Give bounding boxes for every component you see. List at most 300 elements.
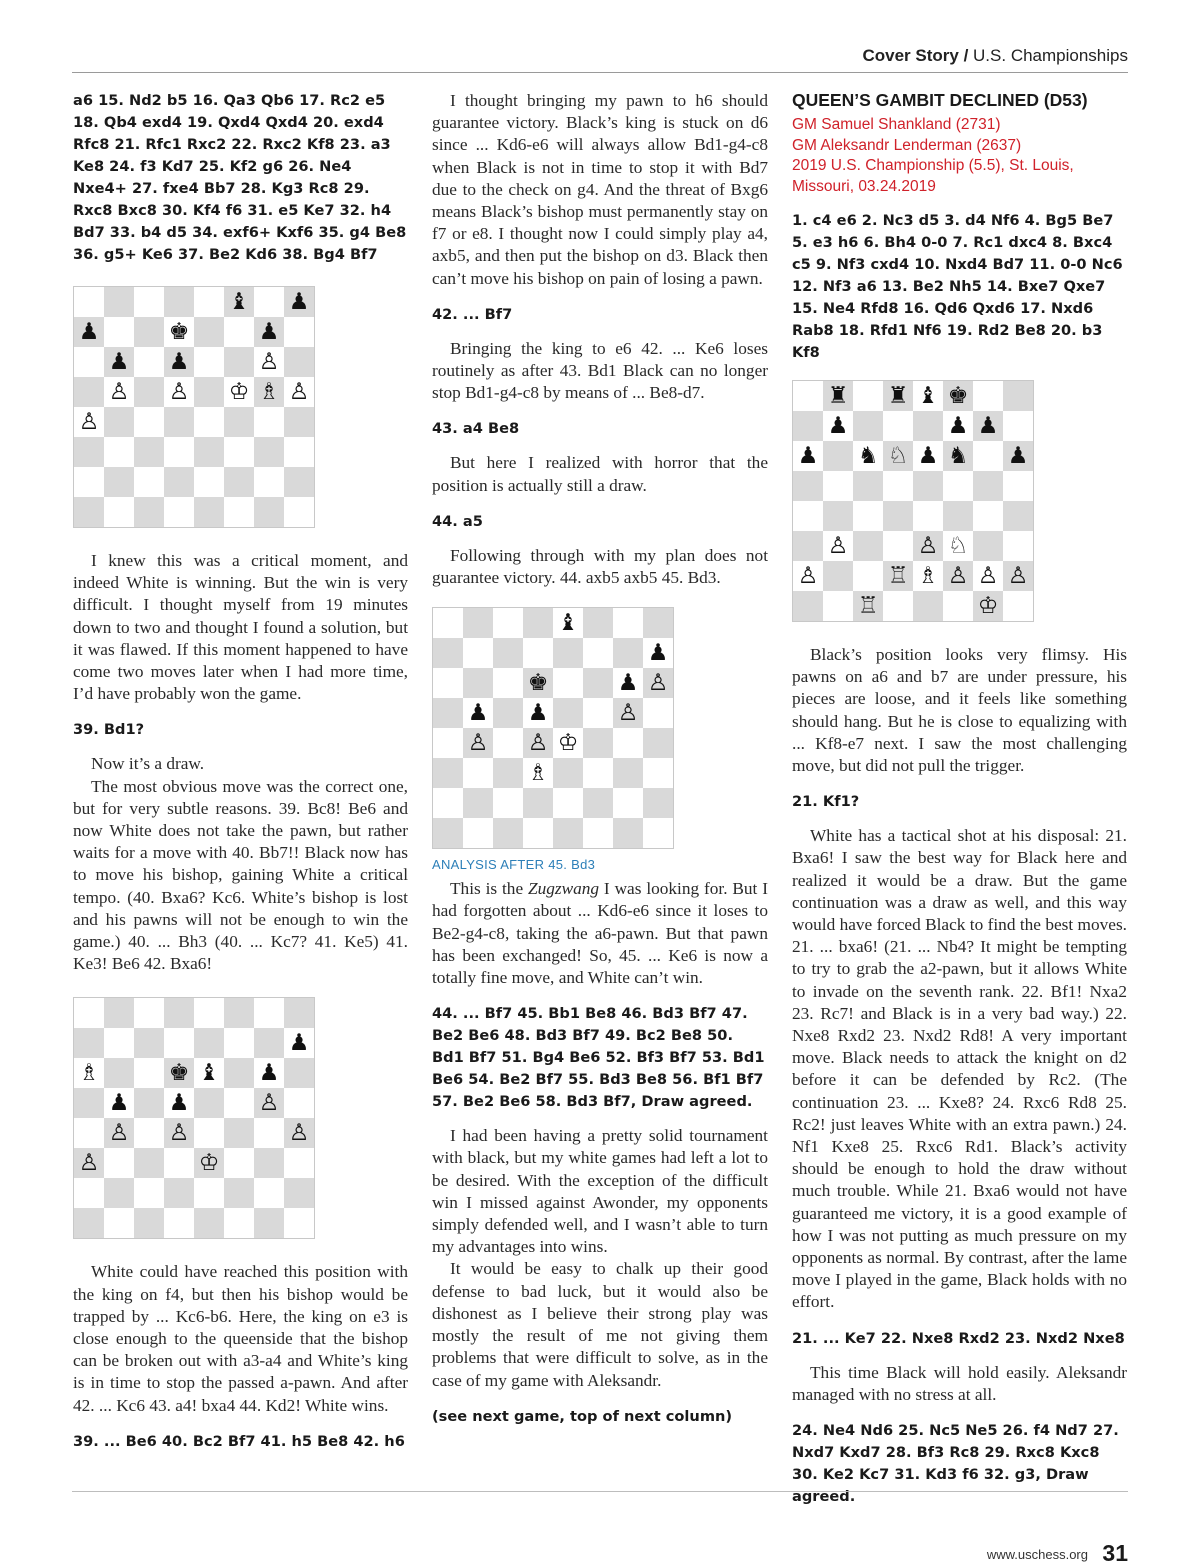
board-square xyxy=(583,668,613,698)
board-square xyxy=(973,531,1003,561)
white-pawn-icon: ♙ xyxy=(467,730,489,757)
white-pawn-icon: ♙ xyxy=(647,670,669,697)
board-square xyxy=(74,1208,104,1238)
board-square xyxy=(104,437,134,467)
board-square xyxy=(254,467,284,497)
black-pawn-icon: ♟ xyxy=(467,700,489,727)
board-square xyxy=(74,287,104,317)
board-square xyxy=(224,1148,254,1178)
board-square xyxy=(74,998,104,1028)
board-square xyxy=(853,471,883,501)
black-pawn-icon: ♟ xyxy=(797,443,819,469)
board-square xyxy=(793,471,823,501)
board-square xyxy=(793,381,823,411)
column-3 xyxy=(792,90,1127,1520)
black-pawn-icon: ♟ xyxy=(527,700,549,727)
game-moves: 44. ... Bf7 45. Bb1 Be8 46. Bd3 Bf7 47. Be2 Be6 48. Bd3 Bf7 49. Bc2 Be8 50. Bd1 Bf7 51. Bg4 Be6 52. Bf3 Bf7 53. Bd1 Be6 54. Be2 Bf7 55. Bd3 Be8 56. Bf1 Bf7 57. Be2 Be6 58. Bd3 Bf7, Draw agreed. xyxy=(432,1005,765,1111)
board-square xyxy=(853,501,883,531)
board-square xyxy=(224,1118,254,1148)
board-square xyxy=(883,531,913,561)
board-square xyxy=(973,471,1003,501)
board-square xyxy=(284,998,314,1028)
board-square xyxy=(284,407,314,437)
game-moves: 24. Ne4 Nd6 25. Nc5 Ne5 26. f4 Nd7 27. Nxd7 Kxd7 28. Bf3 Rc8 29. Rxc8 Kxc8 30. Ke2 Kc7 31. Kd3 f6 32. g3, Draw agreed. xyxy=(792,1422,1119,1506)
board-square xyxy=(194,317,224,347)
board-square xyxy=(164,1208,194,1238)
board-square xyxy=(643,788,673,818)
board-square xyxy=(134,317,164,347)
board-square xyxy=(643,608,673,638)
board-square xyxy=(973,501,1003,531)
board-square xyxy=(194,347,224,377)
board-square xyxy=(134,347,164,377)
board-square xyxy=(284,1208,314,1238)
board-square xyxy=(433,728,463,758)
board-square xyxy=(194,1208,224,1238)
white-pawn-icon: ♙ xyxy=(917,533,939,559)
board-square xyxy=(553,758,583,788)
board-square xyxy=(613,638,643,668)
white-pawn-icon: ♙ xyxy=(78,409,100,435)
board-square xyxy=(284,1088,314,1118)
board-square xyxy=(523,608,553,638)
white-pawn-icon: ♙ xyxy=(947,563,969,589)
white-pawn-icon: ♙ xyxy=(527,730,549,757)
board-square xyxy=(254,287,284,317)
header-section: Cover Story xyxy=(862,46,959,65)
board-square xyxy=(1003,411,1033,441)
board-square xyxy=(913,411,943,441)
board-square xyxy=(793,591,823,621)
board-square xyxy=(74,497,104,527)
board-square xyxy=(224,317,254,347)
board-square xyxy=(883,471,913,501)
board-square xyxy=(194,1028,224,1058)
board-square xyxy=(224,1178,254,1208)
board-square xyxy=(134,1178,164,1208)
board-square xyxy=(224,1088,254,1118)
board-square xyxy=(883,501,913,531)
event-info: 2019 U.S. Championship (5.5), St. Louis, Missouri, 03.24.2019 xyxy=(792,157,1074,195)
board-square xyxy=(254,1028,284,1058)
white-pawn-icon: ♙ xyxy=(258,349,280,375)
black-rook-icon: ♜ xyxy=(887,383,909,409)
board-square xyxy=(224,347,254,377)
board-square xyxy=(134,407,164,437)
black-pawn-icon: ♟ xyxy=(827,413,849,439)
board-square xyxy=(134,467,164,497)
white-pawn-icon: ♙ xyxy=(168,1120,190,1147)
board-square xyxy=(134,377,164,407)
board-square xyxy=(164,407,194,437)
board-square xyxy=(104,1058,134,1088)
board-square xyxy=(613,818,643,848)
white-pawn-icon: ♙ xyxy=(797,563,819,589)
continuation-note: (see next game, top of next column) xyxy=(432,1407,733,1425)
board-square xyxy=(134,1208,164,1238)
black-pawn-icon: ♟ xyxy=(947,413,969,439)
position-after-42-bxa6 xyxy=(73,997,315,1239)
board-square xyxy=(583,818,613,848)
board-square xyxy=(943,471,973,501)
board-square xyxy=(254,437,284,467)
paragraph: I thought bringing my pawn to h6 should guarantee victory. Black’s king is stuck on d6 since ... Kd6-e6 will always allow Bd1-g4-c8 when Black is not in time to stop it with Bd7 due to the check on g4. And the threat of Bxg6 means Black’s bishop must permanently stay on f7 or e8. I thought now I could simply play a4, axb5, and then put the bishop on d3. Black then can’t move his bishop on pain of losing a pawn. xyxy=(432,91,768,288)
board-square xyxy=(523,638,553,668)
board-square xyxy=(493,608,523,638)
white-pawn-icon: ♙ xyxy=(78,1150,100,1177)
black-bishop-icon: ♝ xyxy=(198,1060,220,1087)
board-square xyxy=(853,531,883,561)
board-square xyxy=(104,998,134,1028)
board-square xyxy=(823,591,853,621)
board-square xyxy=(194,1178,224,1208)
website-url: www.uschess.org xyxy=(986,1547,1088,1562)
board-square xyxy=(254,1148,284,1178)
black-rook-icon: ♜ xyxy=(827,383,849,409)
board-square xyxy=(134,1028,164,1058)
board-square xyxy=(284,347,314,377)
board-square xyxy=(74,1028,104,1058)
board-square xyxy=(823,501,853,531)
board-square xyxy=(104,407,134,437)
paragraph: White could have reached this position with the king on f4, but then his bishop would be trapped by ... Kc6-b6. Here, the king on e3 is close enough to the queenside that the bishop can be broken out with a3-a4 and White’s king is in time to stop the passed a-pawn. And after 42. ... Kc6 43. a4! bxa4 44. Kd2! White wins. xyxy=(73,1262,408,1415)
board-square xyxy=(493,818,523,848)
white-pawn-icon: ♙ xyxy=(1007,563,1029,589)
move-heading: 39. Bd1? xyxy=(73,721,145,739)
white-pawn-icon: ♙ xyxy=(288,1120,310,1147)
board-square xyxy=(493,788,523,818)
black-pawn-icon: ♟ xyxy=(1007,443,1029,469)
board-square xyxy=(973,441,1003,471)
board-square xyxy=(254,998,284,1028)
board-square xyxy=(224,1058,254,1088)
white-pawn-icon: ♙ xyxy=(617,700,639,727)
board-square xyxy=(1003,591,1033,621)
board-square xyxy=(284,437,314,467)
board-square xyxy=(433,698,463,728)
board-square xyxy=(74,1178,104,1208)
move-heading: 43. a4 Be8 xyxy=(432,420,520,438)
board-square xyxy=(284,497,314,527)
board-square xyxy=(613,788,643,818)
board-square xyxy=(164,998,194,1028)
white-bishop-icon: ♗ xyxy=(258,379,280,405)
white-bishop-icon: ♗ xyxy=(527,760,549,787)
board-square xyxy=(134,287,164,317)
board-square xyxy=(973,381,1003,411)
running-header xyxy=(72,46,1128,73)
board-square xyxy=(1003,531,1033,561)
black-pawn-icon: ♟ xyxy=(108,349,130,375)
board-square xyxy=(643,758,673,788)
footer-rule xyxy=(72,1491,1128,1492)
board-square xyxy=(224,497,254,527)
black-bishop-icon: ♝ xyxy=(557,610,579,637)
board-square xyxy=(613,758,643,788)
white-rook-icon: ♖ xyxy=(887,563,909,589)
board-square xyxy=(643,728,673,758)
black-bishop-icon: ♝ xyxy=(228,289,250,315)
board-square xyxy=(433,638,463,668)
board-square xyxy=(853,411,883,441)
position-after-20-kf8 xyxy=(792,380,1034,622)
white-king-icon: ♔ xyxy=(557,730,579,757)
header-topic: U.S. Championships xyxy=(973,46,1128,65)
board-square xyxy=(74,1088,104,1118)
black-pawn-icon: ♟ xyxy=(977,413,999,439)
move-heading: 21. Kf1? xyxy=(792,793,860,811)
white-knight-icon: ♘ xyxy=(947,533,969,559)
move-heading: 21. ... Ke7 22. Nxe8 Rxd2 23. Nxd2 Nxe8 xyxy=(792,1329,1125,1347)
game-title: QUEEN’S GAMBIT DECLINED (D53) xyxy=(792,90,1088,110)
board-square xyxy=(194,467,224,497)
board-square xyxy=(493,668,523,698)
board-square xyxy=(823,471,853,501)
board-square xyxy=(493,698,523,728)
board-square xyxy=(523,818,553,848)
board-square xyxy=(254,407,284,437)
white-pawn-icon: ♙ xyxy=(288,379,310,405)
board-square xyxy=(853,561,883,591)
analysis-after-45-bd3 xyxy=(432,607,674,849)
board-square xyxy=(74,1118,104,1148)
board-square xyxy=(463,608,493,638)
board-square xyxy=(194,287,224,317)
board-square xyxy=(523,788,553,818)
board-square xyxy=(553,788,583,818)
move-heading: 39. ... Be6 40. Bc2 Bf7 41. h5 Be8 42. h6 xyxy=(73,1432,405,1450)
board-square xyxy=(134,1088,164,1118)
black-pawn-icon: ♟ xyxy=(78,319,100,345)
white-pawn-icon: ♙ xyxy=(827,533,849,559)
board-square xyxy=(284,1148,314,1178)
white-player: GM Samuel Shankland (2731) xyxy=(792,116,1001,133)
board-square xyxy=(164,467,194,497)
board-square xyxy=(793,531,823,561)
board-square xyxy=(493,728,523,758)
board-square xyxy=(224,407,254,437)
board-square xyxy=(613,608,643,638)
paragraph: This is the Zugzwang I was looking for. But I had forgotten about ... Kd6-e6 since it loses to Be2-g4-c8, taking the a6-pawn. But that pawn has been exchanged! So, 45. ... Ke6 is now a totally fine move, and White can’t win. xyxy=(432,879,768,988)
paragraph: Following through with my plan does not guarantee victory. 44. axb5 axb5 45. Bd3. xyxy=(432,545,768,588)
board-square xyxy=(104,317,134,347)
board-square xyxy=(134,1148,164,1178)
black-king-icon: ♚ xyxy=(527,670,549,697)
paragraph: Black’s position looks very flimsy. His pawns on a6 and b7 are under pressure, his pieces are loose, and it feels like something should hang. But he is close to equalizing with ... Kf8-e7 next. I saw the most challenging move, but did not pull the trigger. xyxy=(792,645,1127,776)
board-square xyxy=(74,437,104,467)
white-pawn-icon: ♙ xyxy=(977,563,999,589)
board-square xyxy=(883,591,913,621)
black-pawn-icon: ♟ xyxy=(258,1060,280,1087)
board-square xyxy=(1003,381,1033,411)
board-square xyxy=(74,467,104,497)
board-square xyxy=(553,668,583,698)
board-square xyxy=(433,818,463,848)
board-square xyxy=(463,638,493,668)
column-1 xyxy=(73,90,408,1465)
board-square xyxy=(823,561,853,591)
board-square xyxy=(613,728,643,758)
board-square xyxy=(254,1208,284,1238)
board-square xyxy=(164,437,194,467)
black-king-icon: ♚ xyxy=(168,1060,190,1087)
board-square xyxy=(1003,501,1033,531)
board-square xyxy=(164,287,194,317)
board-square xyxy=(913,501,943,531)
black-player: GM Aleksandr Lenderman (2637) xyxy=(792,136,1022,154)
white-knight-icon: ♘ xyxy=(887,443,909,469)
board-square xyxy=(194,377,224,407)
board-square xyxy=(284,467,314,497)
white-pawn-icon: ♙ xyxy=(168,379,190,405)
board-square xyxy=(553,698,583,728)
black-king-icon: ♚ xyxy=(168,319,190,345)
board-square xyxy=(583,758,613,788)
diagram-caption: ANALYSIS AFTER 45. Bd3 xyxy=(432,857,596,873)
board-square xyxy=(164,1028,194,1058)
move-heading: 42. ... Bf7 xyxy=(432,305,513,323)
board-square xyxy=(104,287,134,317)
paragraph: This time Black will hold easily. Aleksandr managed with no stress at all. xyxy=(792,1362,1127,1404)
board-square xyxy=(254,1118,284,1148)
board-square xyxy=(913,591,943,621)
board-square xyxy=(433,758,463,788)
board-square xyxy=(134,437,164,467)
black-bishop-icon: ♝ xyxy=(917,383,939,409)
white-king-icon: ♔ xyxy=(977,593,999,619)
board-square xyxy=(224,1208,254,1238)
board-square xyxy=(433,608,463,638)
paragraph: I knew this was a critical moment, and indeed White is winning. But the win is very difficult. I thought myself from 19 minutes down to two and thought I found a solution, but it was flawed. If this moment happened to have come two moves later when I had more time, I’d have probably won the game. xyxy=(73,551,408,704)
board-square xyxy=(254,1178,284,1208)
board-square xyxy=(284,1178,314,1208)
board-square xyxy=(194,1088,224,1118)
board-square xyxy=(493,638,523,668)
board-square xyxy=(553,818,583,848)
emphasis: Zugzwang xyxy=(527,879,600,899)
board-square xyxy=(104,1208,134,1238)
black-pawn-icon: ♟ xyxy=(168,349,190,375)
game-moves: 1. c4 e6 2. Nc3 d5 3. d4 Nf6 4. Bg5 Be7 5. e3 h6 6. Bh4 0-0 7. Rc1 dxc4 8. Bxc4 c5 9. Nf3 cxd4 10. Nxd4 Bd7 11. 0-0 Nc6 12. Nf3 a6 13. Be2 Nh5 14. Bxe7 Qxe7 15. Ne4 Rfd8 16. Qd6 Qxd6 17. Nxd6 Rab8 18. Rfd1 Nf6 19. Rd2 Be8 20. b3 Kf8 xyxy=(792,212,1123,361)
board-square xyxy=(583,698,613,728)
board-square xyxy=(104,467,134,497)
board-square xyxy=(463,818,493,848)
board-square xyxy=(1003,471,1033,501)
board-square xyxy=(134,497,164,527)
page-number: 31 xyxy=(1102,1540,1128,1566)
board-square xyxy=(134,998,164,1028)
white-rook-icon: ♖ xyxy=(857,593,879,619)
board-square xyxy=(583,638,613,668)
board-square xyxy=(463,668,493,698)
board-square xyxy=(793,411,823,441)
board-square xyxy=(74,377,104,407)
black-knight-icon: ♞ xyxy=(857,443,879,469)
white-pawn-icon: ♙ xyxy=(108,379,130,405)
board-square xyxy=(254,497,284,527)
board-square xyxy=(913,471,943,501)
move-heading: 44. a5 xyxy=(432,512,483,530)
paragraph: The most obvious move was the correct one, but for very subtle reasons. 39. Bc8! Be6 and now White does not take the pawn, but rather waits for a move with 40. Bb7!! Black now has to move his bishop, gaining White a critical tempo. (40. Bxa6? Kc6. White’s bishop is lost and his pawns will not be enough to win the game.) 40. ... Bh3 (40. ... Kc7? 41. Ke5) 41. Ke3! Be6 42. Bxa6! xyxy=(73,776,408,974)
board-square xyxy=(583,608,613,638)
board-square xyxy=(463,758,493,788)
board-square xyxy=(164,1148,194,1178)
board-square xyxy=(284,317,314,347)
board-square xyxy=(433,788,463,818)
board-square xyxy=(883,411,913,441)
board-square xyxy=(643,698,673,728)
board-square xyxy=(224,1028,254,1058)
board-square xyxy=(583,728,613,758)
game-moves: a6 15. Nd2 b5 16. Qa3 Qb6 17. Rc2 e5 18. Qb4 exd4 19. Qxd4 Qxd4 20. exd4 Rfc8 21. Rfc1 Rxc2 22. Rxc2 Kf8 23. a3 Ke8 24. f3 Kd7 25. Kf2 g6 26. Ne4 Nxe4+ 27. fxe4 Bb7 28. Kg3 Rc8 29. Rxc8 Bxc8 30. Kf4 f6 31. e5 Ke7 32. h4 Bd7 33. b4 d5 34. exf6+ Kxf6 35. g4 Be8 36. g5+ Ke6 37. Be2 Kd6 38. Bg4 Bf7 xyxy=(73,92,407,263)
board-square xyxy=(943,591,973,621)
black-pawn-icon: ♟ xyxy=(108,1090,130,1117)
board-square xyxy=(793,501,823,531)
board-square xyxy=(224,467,254,497)
board-square xyxy=(194,407,224,437)
board-square xyxy=(104,1178,134,1208)
board-square xyxy=(433,668,463,698)
board-square xyxy=(224,437,254,467)
black-pawn-icon: ♟ xyxy=(168,1090,190,1117)
black-pawn-icon: ♟ xyxy=(617,670,639,697)
board-square xyxy=(194,1118,224,1148)
black-pawn-icon: ♟ xyxy=(917,443,939,469)
board-square xyxy=(134,1118,164,1148)
board-square xyxy=(164,497,194,527)
position-after-38-bf7 xyxy=(73,286,315,528)
white-pawn-icon: ♙ xyxy=(108,1120,130,1147)
paragraph: It would be easy to chalk up their good defense to bad luck, but it would also be dishonest as I believe their strong play was mostly the result of me not giving them problems that were difficult to solve, as in the case of my game with Aleksandr. xyxy=(432,1259,768,1390)
board-square xyxy=(463,788,493,818)
board-square xyxy=(104,1028,134,1058)
black-pawn-icon: ♟ xyxy=(288,289,310,315)
paragraph: But here I realized with horror that the position is actually still a draw. xyxy=(432,453,768,495)
board-square xyxy=(643,818,673,848)
board-square xyxy=(194,998,224,1028)
board-square xyxy=(823,441,853,471)
white-king-icon: ♔ xyxy=(228,379,250,405)
black-knight-icon: ♞ xyxy=(947,443,969,469)
board-square xyxy=(224,998,254,1028)
header-separator: / xyxy=(963,46,969,65)
board-square xyxy=(853,381,883,411)
paragraph: I had been having a pretty solid tournament with black, but my white games had left a lot to be desired. With the exception of the difficult win I missed against Awonder, my opponents simply defended well, and I wasn’t able to turn my advantages into wins. xyxy=(432,1126,768,1257)
board-square xyxy=(104,497,134,527)
board-square xyxy=(74,347,104,377)
white-king-icon: ♔ xyxy=(198,1150,220,1177)
board-square xyxy=(284,1058,314,1088)
board-square xyxy=(134,1058,164,1088)
black-pawn-icon: ♟ xyxy=(647,640,669,667)
paragraph: Now it’s a draw. xyxy=(91,754,205,774)
board-square xyxy=(553,638,583,668)
board-square xyxy=(194,497,224,527)
board-square xyxy=(104,1148,134,1178)
board-square xyxy=(194,437,224,467)
board-square xyxy=(583,788,613,818)
white-bishop-icon: ♗ xyxy=(917,563,939,589)
paragraph: White has a tactical shot at his disposal: 21. Bxa6! I saw the best way for Black here and realized it would be a draw. But the game continuation was a draw as well, and this way would have forced Black to find the best moves. 21. ... bxa6! (21. ... Nb4? It might be tempting to try to grab the a2-pawn, but it allows White to invade on the seventh rank. 22. Bf1! Nxa2 23. Rc7! and Black is in a very bad way.) 22. Nxe8 Rxd2 23. Nxd2 Rd8! A very important move. Black needs to attack the knight on d2 before it can be defended by Rc2. (The continuation 23. ... Kxe8? 24. Rxc6 Rd8 25. Rc2! just leaves White with an extra pawn.) 24. Nf1 Kxe8 25. Rxc6 Rd1. Black’s activity should be enough to hold the draw without much trouble. While 21. Bxa6 would not have guaranteed me victory, it is a good example of how I was not putting as much pressure on my opponents as normal. By contrast, after the lame move I played in the game, Black holds with no effort. xyxy=(792,826,1127,1312)
black-king-icon: ♚ xyxy=(947,383,969,409)
white-pawn-icon: ♙ xyxy=(258,1090,280,1117)
board-square xyxy=(164,1178,194,1208)
white-bishop-icon: ♗ xyxy=(78,1060,100,1087)
column-2 xyxy=(432,90,768,1440)
board-square xyxy=(943,501,973,531)
black-pawn-icon: ♟ xyxy=(288,1030,310,1057)
board-square xyxy=(493,758,523,788)
